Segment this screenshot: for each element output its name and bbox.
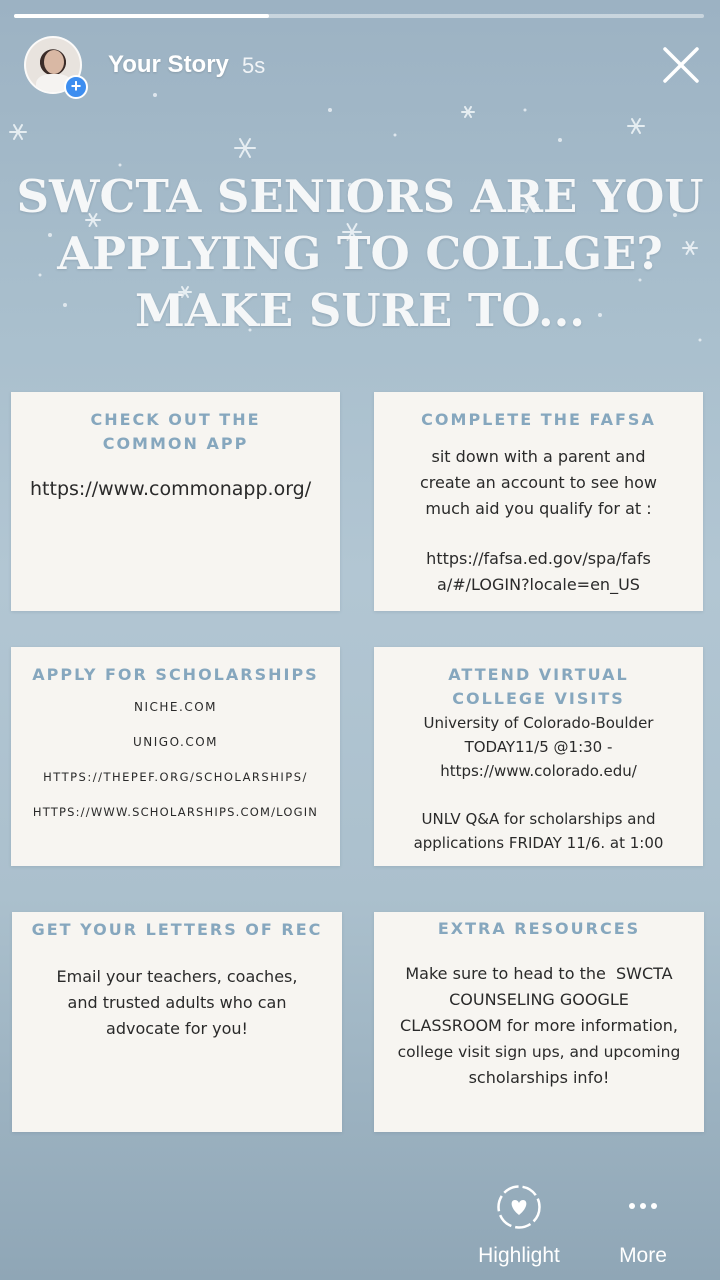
headline-line-2: APPLYING TO COLLGE? [57, 227, 663, 280]
story-progress-bar [14, 14, 704, 18]
close-icon [660, 44, 702, 86]
letters-description [22, 964, 332, 1042]
card-visits-title: ATTEND VIRTUAL COLLEGE VISITS [448, 665, 629, 708]
fafsa-url-line-2[interactable]: a/#/LOGIN?locale=en_US [437, 575, 640, 594]
heart-circle-icon [496, 1184, 542, 1230]
story-headline [0, 168, 720, 339]
headline-line-3: MAKE SURE TO... [135, 284, 585, 337]
resources-line-3: CLASSROOM for more information, [400, 1016, 678, 1035]
visits-line-4: UNLV Q&A for scholarships and [421, 810, 656, 828]
more-button[interactable] [600, 1178, 686, 1274]
card-letters-of-rec [12, 912, 342, 1132]
scholarship-link-scholarships-com[interactable]: HTTPS://WWW.SCHOLARSHIPS.COM/LOGIN [32, 805, 319, 819]
plus-icon[interactable]: + [64, 75, 88, 99]
resources-line-1: Make sure to head to the SWCTA [405, 964, 673, 983]
card-common-app [11, 392, 340, 611]
letters-line-3: advocate for you! [106, 1019, 248, 1038]
story-owner-label[interactable]: Your Story [108, 51, 229, 78]
story-progress-fill [14, 14, 269, 18]
card-scholarships-title: APPLY FOR SCHOLARSHIPS [32, 665, 319, 684]
visits-unlv [404, 807, 673, 855]
ellipsis-icon [628, 1202, 658, 1210]
card-resources-title: EXTRA RESOURCES [437, 919, 641, 938]
scholarship-link-niche[interactable]: NICHE.COM [134, 700, 217, 714]
resources-line-2: COUNSELING GOOGLE [449, 990, 629, 1009]
fafsa-description [384, 444, 693, 522]
visits-line-3[interactable]: https://www.colorado.edu/ [440, 762, 637, 780]
fafsa-line-2: create an account to see how [419, 473, 657, 492]
highlight-label: Highlight [478, 1244, 560, 1267]
close-button[interactable] [660, 44, 702, 86]
card-virtual-visits [374, 647, 703, 866]
scholarship-link-unigo[interactable]: UNIGO.COM [132, 735, 219, 749]
fafsa-line-1: sit down with a parent and [431, 447, 646, 466]
story-elapsed-time: 5s [242, 53, 266, 78]
scholarship-link-thepef[interactable]: HTTPS://THEPEF.ORG/SCHOLARSHIPS/ [43, 770, 308, 784]
card-extra-resources [374, 912, 704, 1132]
resources-line-4: college visit sign ups, and upcoming [397, 1043, 681, 1061]
fafsa-link[interactable] [384, 546, 693, 598]
visits-line-1: University of Colorado-Boulder [423, 714, 654, 732]
avatar-face [44, 50, 64, 74]
headline-line-1: SWCTA SENIORS ARE YOU [16, 170, 704, 223]
resources-description [380, 961, 698, 1091]
card-common-app-title: CHECK OUT THE COMMON APP [90, 410, 261, 453]
letters-line-1: Email your teachers, coaches, [56, 967, 298, 986]
card-scholarships [11, 647, 340, 866]
visits-boulder [404, 711, 673, 783]
common-app-link[interactable]: https://www.commonapp.org/ [30, 478, 312, 500]
resources-line-5: scholarships info! [468, 1068, 610, 1087]
card-letters-title: GET YOUR LETTERS OF REC [31, 920, 323, 939]
fafsa-url-line-1[interactable]: https://fafsa.ed.gov/spa/fafs [426, 549, 651, 568]
fafsa-line-3: much aid you qualify for at : [425, 499, 652, 518]
card-fafsa [374, 392, 703, 611]
visits-line-5: applications FRIDAY 11/6. at 1:00 [413, 834, 664, 852]
letters-line-2: and trusted adults who can [67, 993, 287, 1012]
card-fafsa-title: COMPLETE THE FAFSA [421, 410, 656, 429]
highlight-button[interactable] [466, 1178, 572, 1274]
visits-line-2: TODAY11/5 @1:30 - [464, 738, 613, 756]
more-label: More [619, 1244, 667, 1267]
